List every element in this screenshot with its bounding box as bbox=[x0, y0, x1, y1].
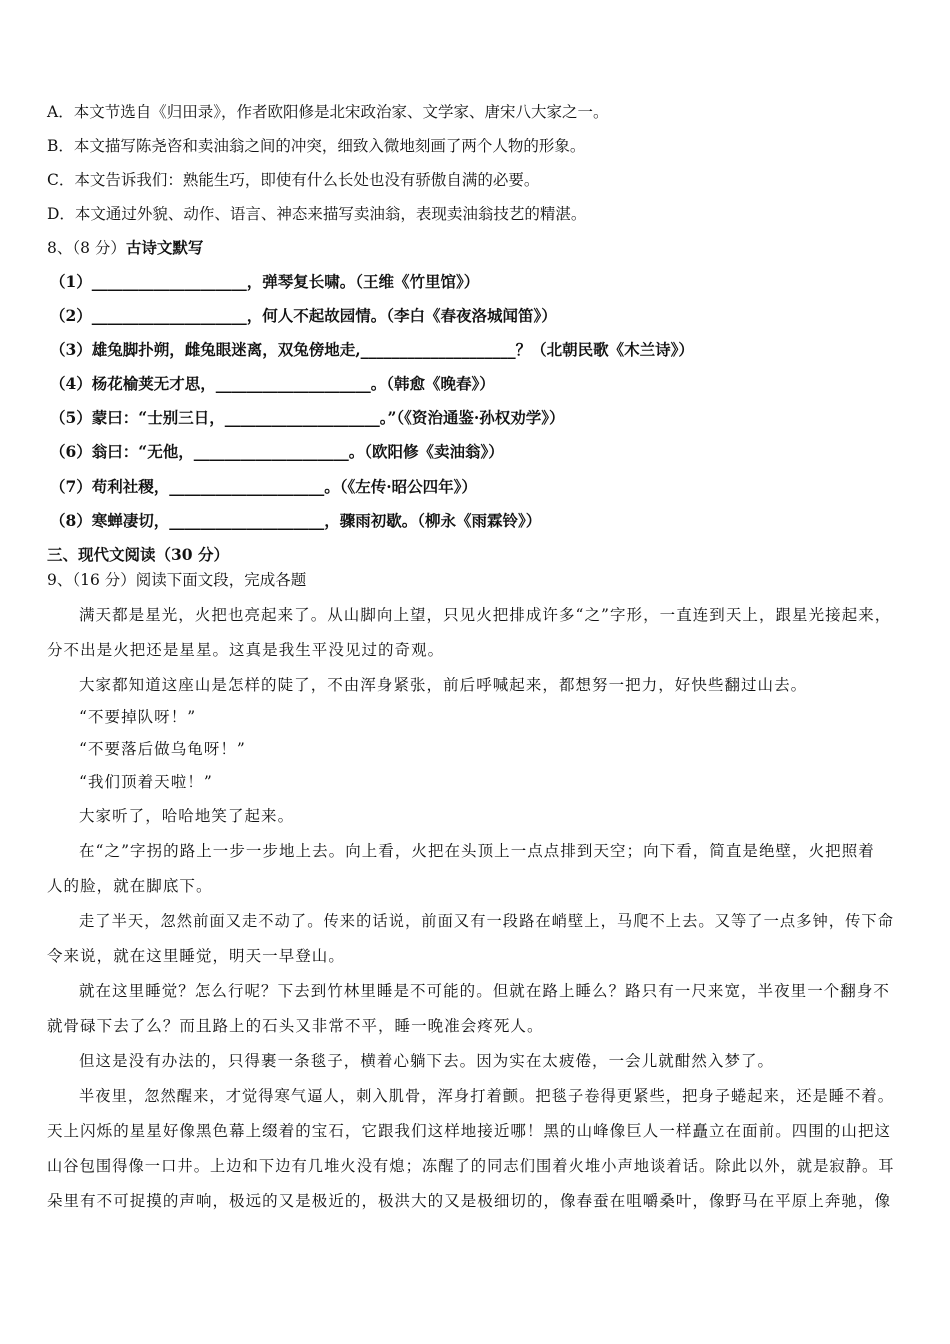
passage-line: 但这是没有办法的，只得裹一条毯子，横着心躺下去。因为实在太疲倦，一会儿就酣然入梦了。 bbox=[79, 1052, 775, 1070]
passage-line: 就骨碌下去了么？而且路上的石头又非常不平，睡一晚准会疼死人。 bbox=[47, 1017, 544, 1035]
passage-line: 山谷包围得像一口井。上边和下边有几堆火没有熄；冻醒了的同志们围着火堆小声地谈着话。除此以外，就是寂静。耳 bbox=[47, 1157, 895, 1175]
passage-line: 满天都是星光，火把也亮起来了。从山脚向上望，只见火把排成许多“之”字形，一直连到天上，跟星光接起来， bbox=[79, 606, 892, 624]
passage-line: 在“之”字拐的路上一步一步地上去。向上看，火把在头顶上一点点排到天空；向下看，简直是绝壁，火把照着 bbox=[79, 842, 875, 860]
question-8-number: 8、（8 分） bbox=[47, 239, 126, 257]
passage-line: 半夜里，忽然醒来，才觉得寒气逼人，刺入肌骨，浑身打着颤。把毯子卷得更紧些，把身子蜷起来，还是睡不着。 bbox=[79, 1087, 894, 1105]
option-d: D．本文通过外貌、动作、语言、神态来描写卖油翁，表现卖油翁技艺的精湛。 bbox=[47, 205, 587, 223]
option-b: B．本文描写陈尧咨和卖油翁之间的冲突，细致入微地刻画了两个人物的形象。 bbox=[47, 137, 586, 155]
recitation-item-1: （1）____________________，弹琴复长啸。（王维《竹里馆》） bbox=[50, 272, 480, 291]
recitation-item-3: （3）雄兔脚扑朔，雌兔眼迷离，双兔傍地走,____________________？（北朝民歌《木兰诗》） bbox=[50, 340, 694, 359]
passage-line: 大家都知道这座山是怎样的陡了，不由浑身紧张，前后呼喊起来，都想努一把力，好快些翻过山去。 bbox=[79, 676, 808, 694]
recitation-item-2: （2）____________________，何人不起故园情。（李白《春夜洛城闻笛》） bbox=[50, 306, 557, 325]
passage-line: 人的脸，就在脚底下。 bbox=[47, 877, 213, 895]
passage-line: 分不出是火把还是星星。这真是我生平没见过的奇观。 bbox=[47, 641, 445, 659]
question-8-title: 古诗文默写 bbox=[125, 238, 204, 257]
recitation-item-6: （6）翁曰：“无他，____________________。（欧阳修《卖油翁》） bbox=[50, 442, 504, 461]
passage-line: 大家听了，哈哈地笑了起来。 bbox=[79, 807, 295, 825]
passage-line: 天上闪烁的星星好像黑色幕上缀着的宝石，它跟我们这样地接近哪！黑的山峰像巨人一样矗立在面前。四围的山把这 bbox=[47, 1122, 892, 1140]
passage-line: “不要掉队呀！” bbox=[79, 708, 197, 726]
option-c: C．本文告诉我们：熟能生巧，即使有什么长处也没有骄傲自满的必要。 bbox=[47, 171, 540, 189]
option-a: A．本文节选自《归田录》，作者欧阳修是北宋政治家、文学家、唐宋八大家之一。 bbox=[47, 103, 609, 121]
recitation-item-8: （8）寒蝉凄切，____________________，骤雨初歇。（柳永《雨霖铃》） bbox=[50, 511, 542, 530]
question-8-header bbox=[47, 238, 203, 258]
passage-line: 就在这里睡觉？怎么行呢？下去到竹林里睡是不可能的。但就在路上睡么？路只有一尺来宽，半夜里一个翻身不 bbox=[79, 982, 890, 1000]
passage-line: 令来说，就在这里睡觉，明天一早登山。 bbox=[47, 947, 345, 965]
passage-line: “不要落后做乌龟呀！” bbox=[79, 740, 246, 758]
passage-line: “我们顶着天啦！” bbox=[79, 773, 213, 791]
recitation-item-7: （7）苟利社稷，____________________。（《左传·昭公四年》） bbox=[50, 477, 477, 496]
passage-line: 走了半天，忽然前面又走不动了。传来的话说，前面又有一段路在峭壁上，马爬不上去。又等了一点多钟，传下命 bbox=[79, 912, 894, 930]
question-9-prompt: 9、（16 分）阅读下面文段，完成各题 bbox=[47, 571, 307, 589]
passage-line: 朵里有不可捉摸的声响，极远的又是极近的，极洪大的又是极细切的，像春蚕在咀嚼桑叶，像野马在平原上奔驰，像 bbox=[47, 1192, 892, 1210]
recitation-item-5: （5）蒙曰：“士别三日，____________________。”（《资治通鉴·孙权劝学》） bbox=[50, 408, 565, 427]
section-3-heading: 三、现代文阅读（30 分） bbox=[47, 545, 229, 564]
recitation-item-4: （4）杨花榆荚无才思，____________________。（韩愈《晚春》） bbox=[50, 374, 495, 393]
